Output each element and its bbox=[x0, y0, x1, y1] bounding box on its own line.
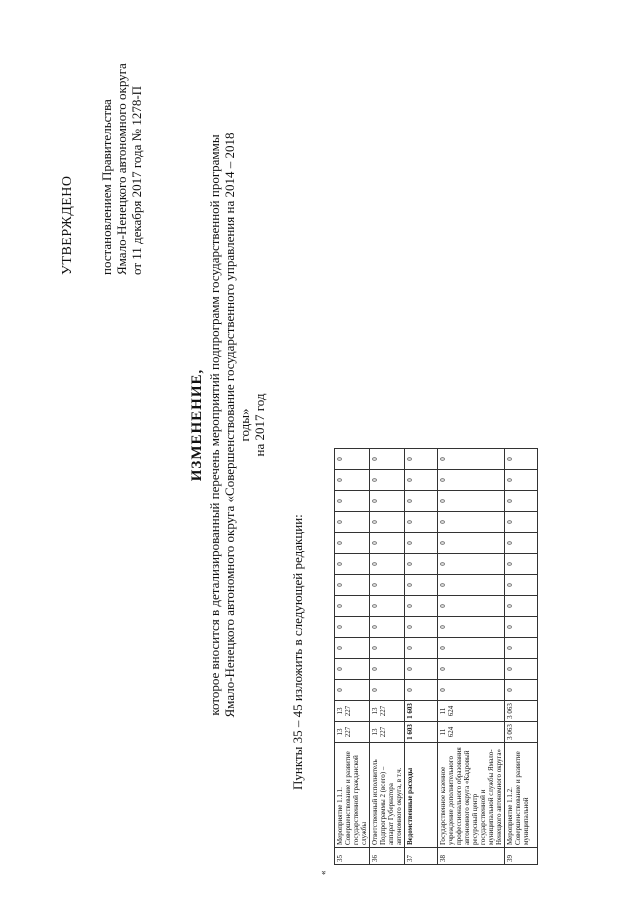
row-2017: 13 227 bbox=[370, 701, 405, 722]
row-zero-cell: 0 bbox=[370, 533, 405, 554]
row-total: 13 227 bbox=[370, 722, 405, 743]
row-total: 1 603 bbox=[405, 722, 438, 743]
row-zero-cell: 0 bbox=[438, 512, 505, 533]
row-zero-cell: 0 bbox=[335, 617, 370, 638]
row-zero-cell: 0 bbox=[438, 638, 505, 659]
row-zero-cell: 0 bbox=[505, 659, 538, 680]
row-zero-cell: 0 bbox=[370, 512, 405, 533]
row-zero-cell: 0 bbox=[335, 575, 370, 596]
row-zero-cell: 0 bbox=[405, 533, 438, 554]
document-title bbox=[190, 125, 267, 725]
row-zero-cell: 0 bbox=[370, 554, 405, 575]
row-zero-cell: 0 bbox=[405, 491, 438, 512]
row-name: Мероприятие 1.1.2. Совершенствование и развитие муниципальной bbox=[505, 743, 538, 848]
approval-stamp bbox=[60, 25, 144, 275]
row-zero-cell: 0 bbox=[505, 554, 538, 575]
row-zero-cell: 0 bbox=[405, 554, 438, 575]
row-zero-cell: 0 bbox=[335, 638, 370, 659]
approval-line-2: Ямало-Ненецкого автономного округа bbox=[114, 63, 129, 275]
row-zero-cell: 0 bbox=[505, 680, 538, 701]
title-line-3: на 2017 год bbox=[252, 393, 267, 457]
row-zero-cell: 0 bbox=[405, 575, 438, 596]
row-zero-cell: 0 bbox=[505, 617, 538, 638]
row-zero-cell: 0 bbox=[405, 470, 438, 491]
row-number: 36 bbox=[370, 848, 405, 865]
row-zero-cell: 0 bbox=[438, 680, 505, 701]
table-row bbox=[370, 449, 405, 865]
row-zero-cell: 0 bbox=[438, 554, 505, 575]
row-zero-cell: 0 bbox=[370, 638, 405, 659]
quote-mark: « bbox=[318, 870, 328, 875]
row-zero-cell: 0 bbox=[335, 512, 370, 533]
approval-line-3: от 11 декабря 2017 года № 1278-П bbox=[129, 85, 144, 275]
row-zero-cell: 0 bbox=[370, 596, 405, 617]
row-zero-cell: 0 bbox=[505, 596, 538, 617]
row-2017: 11 624 bbox=[438, 701, 505, 722]
row-zero-cell: 0 bbox=[405, 449, 438, 470]
title-heading: ИЗМЕНЕНИЕ, bbox=[189, 368, 205, 482]
row-zero-cell: 0 bbox=[335, 470, 370, 491]
row-zero-cell: 0 bbox=[370, 680, 405, 701]
row-zero-cell: 0 bbox=[405, 596, 438, 617]
row-zero-cell: 0 bbox=[370, 575, 405, 596]
row-zero-cell: 0 bbox=[335, 533, 370, 554]
row-zero-cell: 0 bbox=[405, 617, 438, 638]
row-zero-cell: 0 bbox=[438, 533, 505, 554]
row-zero-cell: 0 bbox=[438, 491, 505, 512]
row-zero-cell: 0 bbox=[438, 596, 505, 617]
row-zero-cell: 0 bbox=[505, 512, 538, 533]
row-zero-cell: 0 bbox=[335, 680, 370, 701]
row-zero-cell: 0 bbox=[438, 470, 505, 491]
row-zero-cell: 0 bbox=[505, 491, 538, 512]
row-zero-cell: 0 bbox=[335, 554, 370, 575]
row-name: Ответственный исполнитель Подпрограммы 2 (всего) – аппарат Губернатора автономного округа, в т.ч. bbox=[370, 743, 405, 848]
row-name: Государственное казенное учреждение дополнительного профессионального образования автономного округа «Кадровый ресурсный центр государственной и муниципальной службы Ямало-Ненецкого автономного округа» bbox=[438, 743, 505, 848]
row-zero-cell: 0 bbox=[335, 491, 370, 512]
row-number: 35 bbox=[335, 848, 370, 865]
intro-text: Пункты 35 – 45 изложить в следующей редакции: bbox=[290, 514, 305, 790]
row-zero-cell: 0 bbox=[438, 575, 505, 596]
measures-table bbox=[334, 448, 538, 865]
row-zero-cell: 0 bbox=[438, 659, 505, 680]
row-number: 39 bbox=[505, 848, 538, 865]
table-row bbox=[438, 449, 505, 865]
row-zero-cell: 0 bbox=[405, 512, 438, 533]
row-2017: 3 063 bbox=[505, 701, 538, 722]
table-row bbox=[335, 449, 370, 865]
row-zero-cell: 0 bbox=[438, 449, 505, 470]
title-line-2: Ямало-Ненецкого автономного округа «Совершенствование государственного управления на 2014 – 2018 годы» bbox=[222, 132, 252, 718]
row-zero-cell: 0 bbox=[370, 449, 405, 470]
approval-line-1: постановлением Правительства bbox=[99, 99, 114, 275]
row-zero-cell: 0 bbox=[370, 491, 405, 512]
row-number: 38 bbox=[438, 848, 505, 865]
title-line-1: которое вносится в детализированный перечень мероприятий подпрограмм государственной программы bbox=[207, 134, 222, 716]
row-name: Ведомственные расходы bbox=[405, 743, 438, 848]
row-2017: 13 227 bbox=[335, 701, 370, 722]
approval-heading: УТВЕРЖДЕНО bbox=[60, 175, 75, 275]
row-total: 13 227 bbox=[335, 722, 370, 743]
row-zero-cell: 0 bbox=[438, 617, 505, 638]
row-zero-cell: 0 bbox=[335, 449, 370, 470]
row-zero-cell: 0 bbox=[505, 575, 538, 596]
row-zero-cell: 0 bbox=[405, 659, 438, 680]
row-total: 3 063 bbox=[505, 722, 538, 743]
row-zero-cell: 0 bbox=[370, 617, 405, 638]
row-2017: 1 603 bbox=[405, 701, 438, 722]
table-row bbox=[505, 449, 538, 865]
row-zero-cell: 0 bbox=[335, 659, 370, 680]
row-zero-cell: 0 bbox=[405, 680, 438, 701]
row-zero-cell: 0 bbox=[370, 659, 405, 680]
row-zero-cell: 0 bbox=[505, 470, 538, 491]
row-name: Мероприятие 1.1.1. Совершенствование и развитие государственной гражданской службы bbox=[335, 743, 370, 848]
row-zero-cell: 0 bbox=[370, 470, 405, 491]
row-zero-cell: 0 bbox=[335, 596, 370, 617]
row-zero-cell: 0 bbox=[505, 638, 538, 659]
row-zero-cell: 0 bbox=[405, 638, 438, 659]
row-number: 37 bbox=[405, 848, 438, 865]
table-row bbox=[405, 449, 438, 865]
row-zero-cell: 0 bbox=[505, 449, 538, 470]
row-zero-cell: 0 bbox=[505, 533, 538, 554]
row-total: 11 624 bbox=[438, 722, 505, 743]
